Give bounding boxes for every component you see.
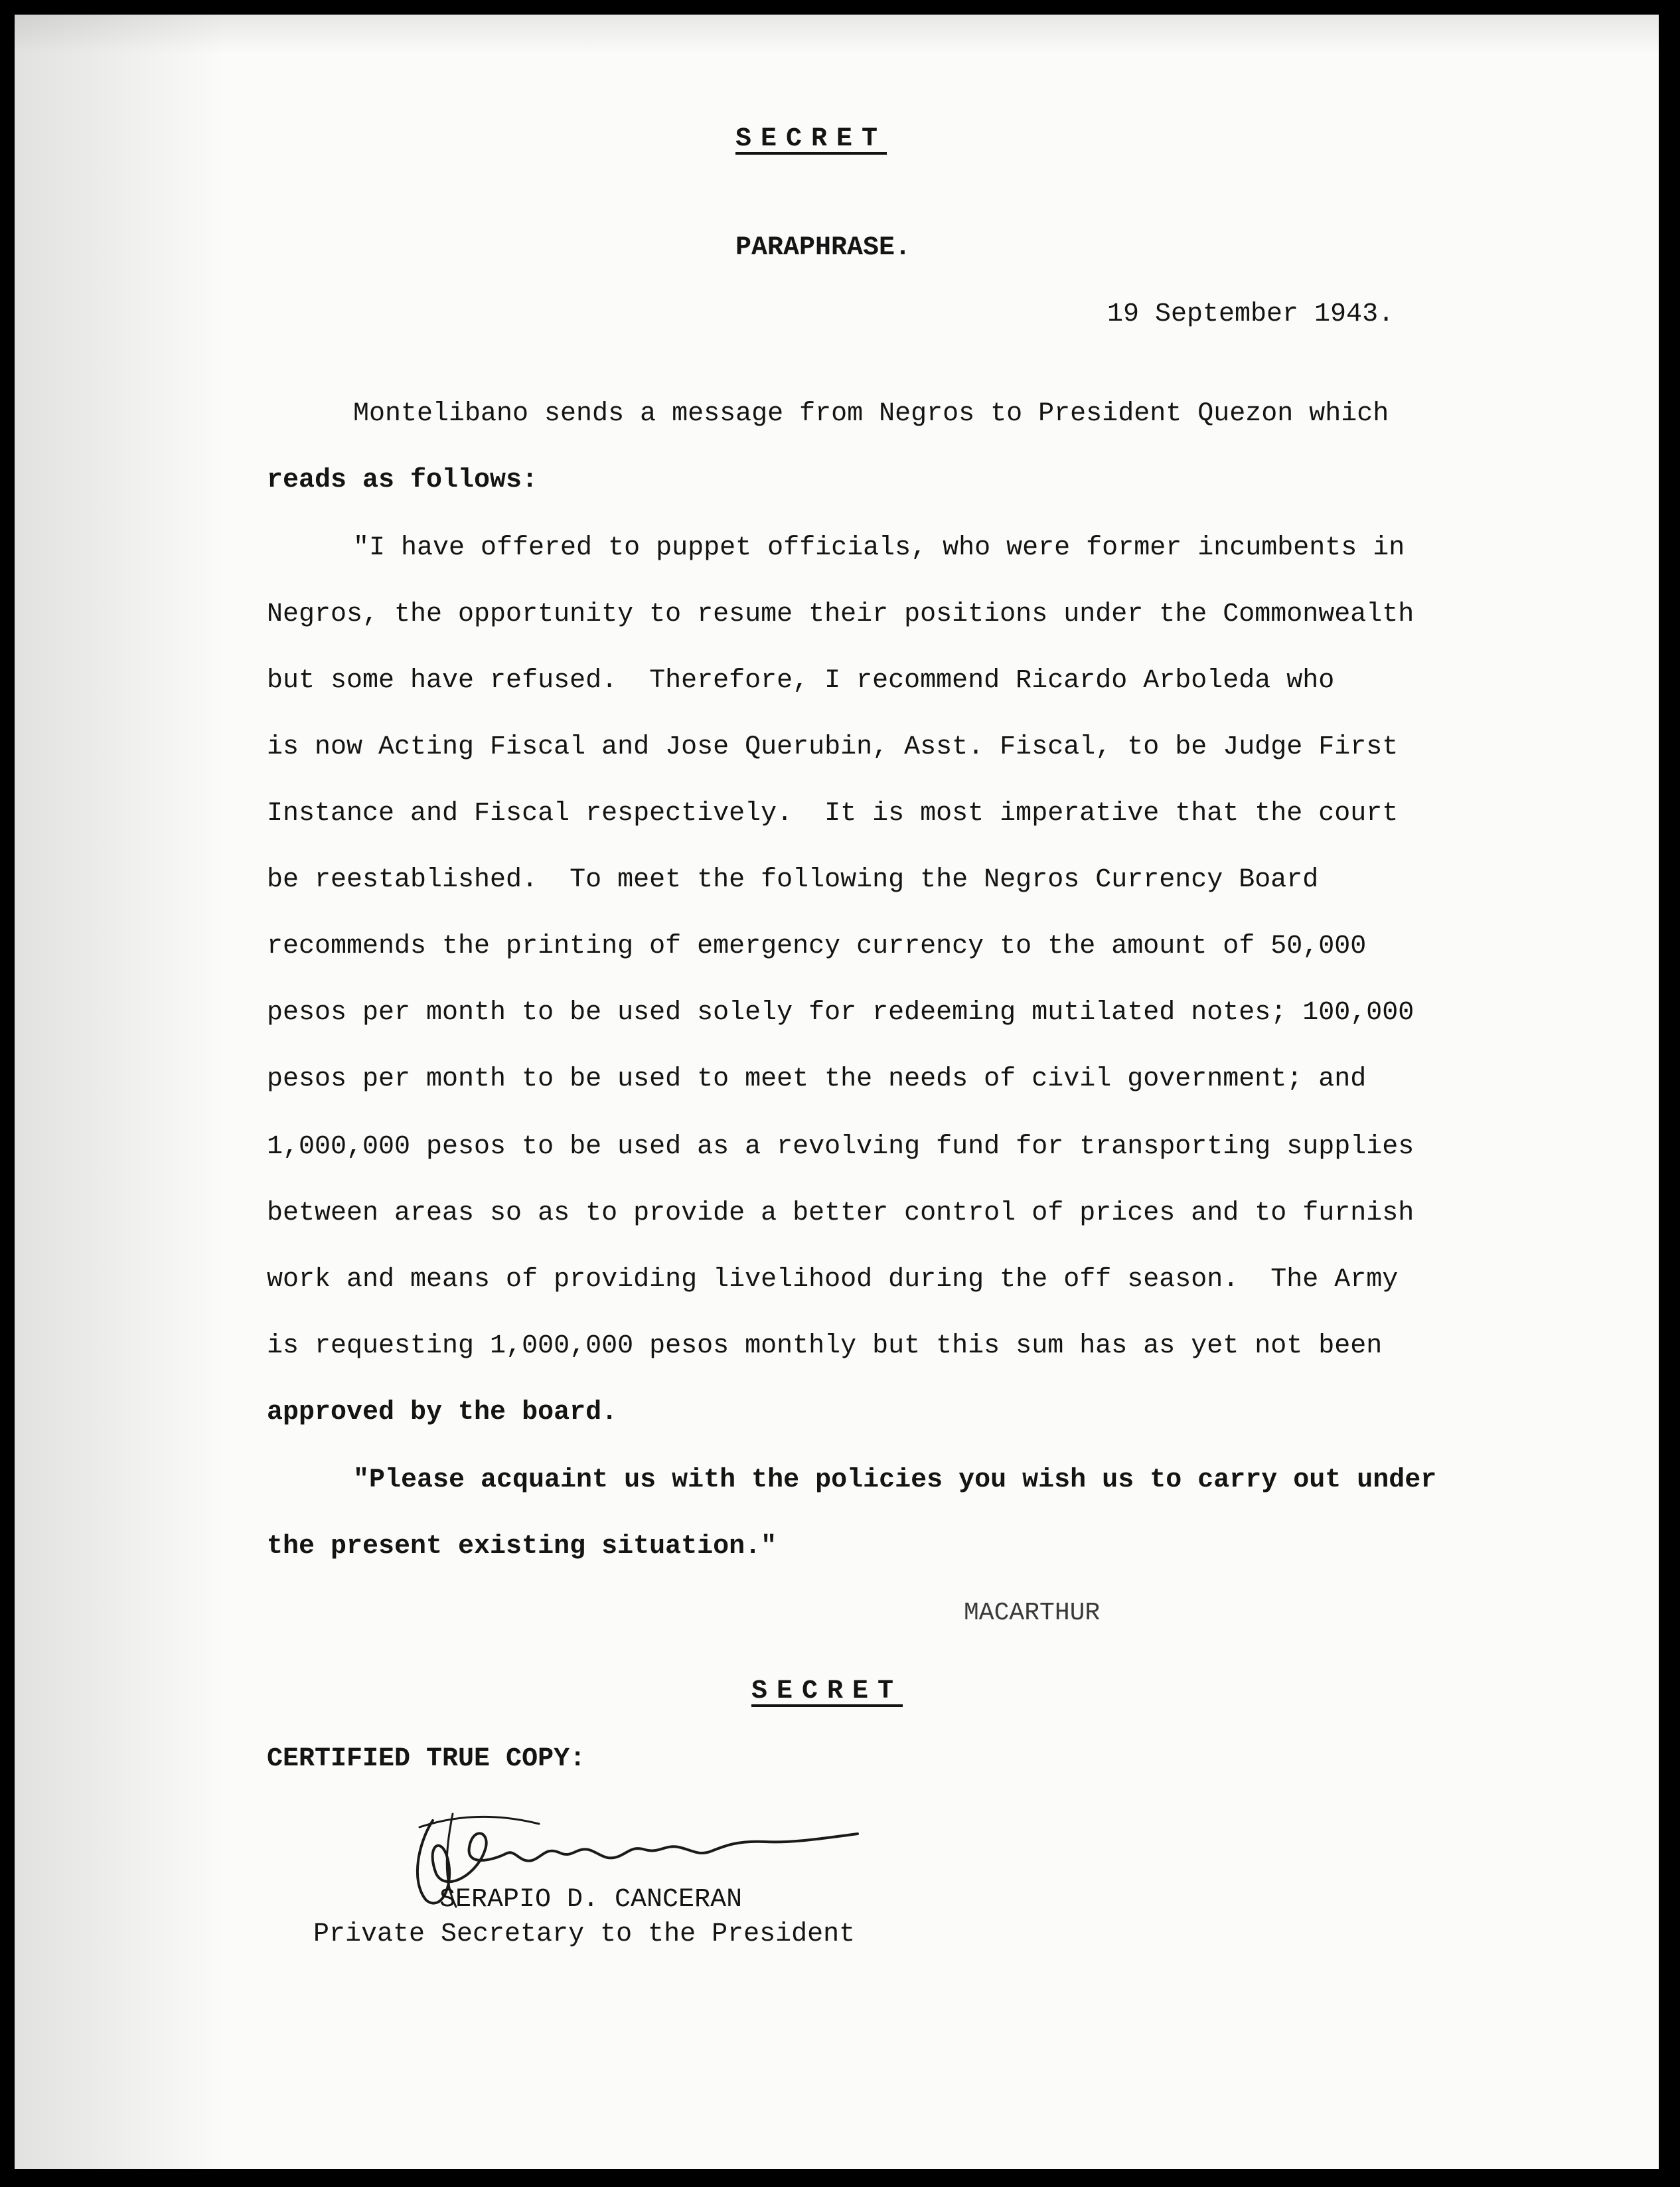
document-date: 19 September 1943. [1107,299,1395,329]
scan-shading-left [15,15,227,2169]
body-line: Negros, the opportunity to resume their positions under the Commonwealth [267,600,1414,629]
signatory-title: Private Secretary to the President [313,1919,856,1949]
classification-heading-top: SECRET [735,124,887,154]
sender-name: MACARTHUR [964,1599,1101,1627]
closing-line-1: "Please acquaint us with the policies you wish us to carry out under [353,1465,1437,1495]
body-line: but some have refused. Therefore, I recommend Ricardo Arboleda who [267,666,1335,696]
certification-label: CERTIFIED TRUE COPY: [267,1744,586,1774]
intro-line-1: Montelibano sends a message from Negros to President Quezon which [353,399,1389,429]
body-line: be reestablished. To meet the following the Negros Currency Board [267,865,1319,895]
document-subtitle: PARAPHRASE. [735,233,911,263]
body-line: "I have offered to puppet officials, who were former incumbents in [353,533,1405,563]
document-page [15,15,1659,2169]
body-line: pesos per month to be used to meet the needs of civil government; and [267,1064,1367,1094]
closing-line-2: the present existing situation." [267,1532,777,1562]
body-line: between areas so as to provide a better control of prices and to furnish [267,1198,1414,1228]
body-line: pesos per month to be used solely for redeeming mutilated notes; 100,000 [267,998,1414,1028]
signatory-name: SERAPIO D. CANCERAN [439,1885,743,1915]
body-line: recommends the printing of emergency currency to the amount of 50,000 [267,932,1367,961]
body-line: Instance and Fiscal respectively. It is most imperative that the court [267,799,1399,829]
body-line: is requesting 1,000,000 pesos monthly but this sum has as yet not been [267,1331,1383,1361]
scan-shading-top [15,15,1659,54]
body-line: work and means of providing livelihood during the off season. The Army [267,1265,1399,1295]
body-line: 1,000,000 pesos to be used as a revolving fund for transporting supplies [267,1132,1414,1162]
classification-heading-bottom: SECRET [751,1676,903,1706]
body-line: is now Acting Fiscal and Jose Querubin, Asst. Fiscal, to be Judge First [267,732,1399,762]
body-line: approved by the board. [267,1398,618,1427]
intro-line-2: reads as follows: [267,465,538,495]
